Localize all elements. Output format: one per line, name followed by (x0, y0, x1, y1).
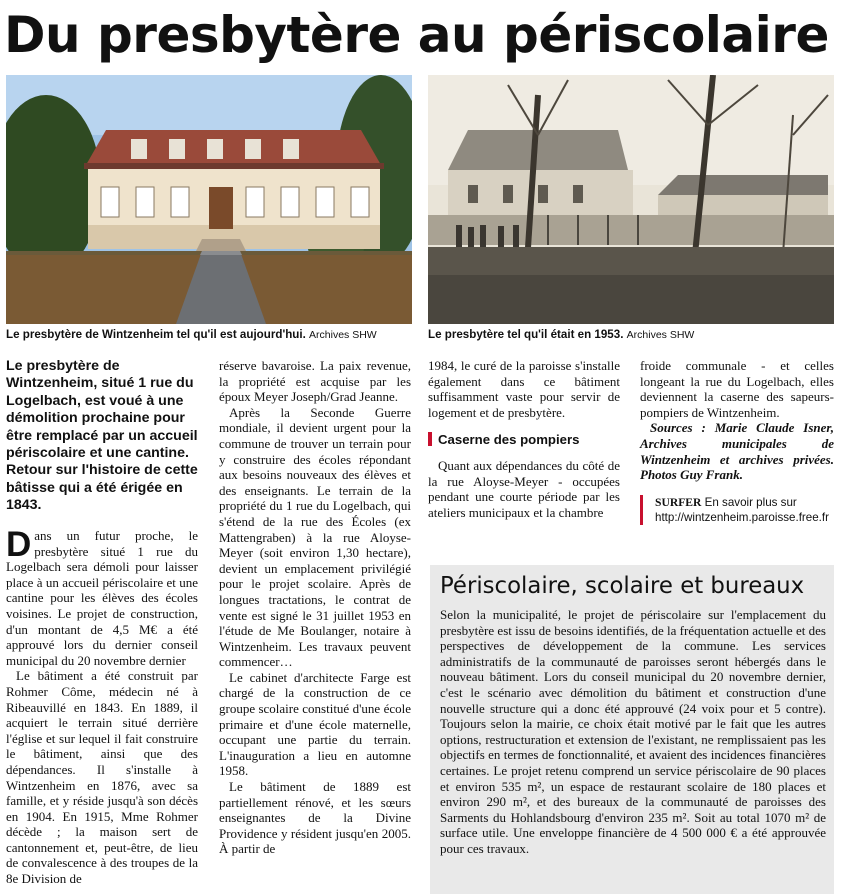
accent-bar (428, 432, 432, 446)
caption-text: Le presbytère de Wintzenheim tel qu'il est aujourd'hui. (6, 328, 306, 341)
subheading (428, 432, 620, 448)
caption-credit: Archives SHW (626, 329, 695, 341)
sources-credit: Sources : Marie Claude Isner, Archives municipales de Wintzenheim et archives privées. Photos Guy Frank. (640, 420, 834, 483)
sidebar-box (430, 565, 834, 894)
paragraph: Quant aux dépendances du côté de la rue Aloyse-Meyer - occupées pendant une courte période par les ateliers municipaux et la chambre (428, 457, 620, 520)
paragraph: froide communale - et celles longeant la rue du Logelbach, elles deviennent la caserne des sapeurs-pompiers de Wintzenheim. (640, 358, 834, 420)
article-column-2 (219, 358, 411, 857)
box-title: Périscolaire, scolaire et bureaux (440, 573, 805, 599)
lead-paragraph: Le presbytère de Wintzenheim, situé 1 rue du Logelbach, est voué à une démolition prochaine pour être remplacé par un accueil périscolaire et une cantine. Retour sur l'histoire de cette bâtisse qui a été érigée en 1843. (6, 358, 198, 514)
photo-caption-right (428, 328, 694, 341)
caption-text: Le presbytère tel qu'il était en 1953. (428, 328, 624, 341)
headline: Du presbytère au périscolaire (4, 6, 829, 64)
photo-caption-left (6, 328, 377, 341)
box-text (440, 607, 826, 857)
surfer-link[interactable]: En savoir plus sur http://wintzenheim.paroisse.free.fr (655, 495, 829, 524)
paragraph: Le bâtiment de 1889 est partiellement rénové, et les sœurs enseignantes de la Divine Providence y résident jusqu'en 2005. À partir de (219, 779, 411, 857)
subheading-text: Caserne des pompiers (438, 432, 580, 448)
paragraph: Après la Seconde Guerre mondiale, il devient urgent pour la commune de trouver un terrain pour y construire des écoles répondant aux besoins nouveaux des élèves et des enseignants. Le terrain de la propriété du 1 rue du Logelbach, qui s'étend de la rue des Écoles (ex Mattengraben) à la rue Aloyse-Meyer (soit environ 1,30 hectare), devient un emplacement privilégié pour le projet scolaire. Après de longues tractations, le contrat de vente est signé le 31 juillet 1953 en l'étude de Me Boulanger, notaire à Wintzenheim. Les travaux peuvent commencer… (219, 404, 411, 670)
article-column-4 (640, 358, 834, 525)
article-column-1 (6, 525, 198, 887)
sepia-archive-photo (428, 75, 834, 324)
surfer-label: SURFER (655, 495, 702, 509)
drop-cap: D (6, 525, 32, 564)
paragraph: 1984, le curé de la paroisse s'installe également dans ce bâtiment suffisamment vaste pour servir de logement et de presbytère. (428, 358, 620, 420)
house-photo (6, 75, 412, 324)
article-column-3 (428, 358, 620, 520)
caption-credit: Archives SHW (309, 329, 377, 341)
paragraph: Le cabinet d'architecte Farge est chargé de la construction de ce groupe scolaire constitué d'une école primaire et d'une école maternelle, occupant une partie du terrain. L'inauguration a lieu en automne 1958. (219, 669, 411, 779)
paragraph: Le bâtiment a été construit par Rohmer Côme, médecin né à Ribeauvillé en 1843. En 1889, il acquiert le terrain situé derrière l'église et sur lequel il fait construire le bâtiment, ainsi que des dépendances. Il s'installe à Wintzenheim en 1876, avec sa famille, et y réside jusqu'à son décès en 1904. En 1915, Mme Rohmer décède ; la maison sert de cantonnement et, peut-être, de lieu de convalescence à des troupes de la 8e Division de (6, 668, 198, 887)
paragraph: réserve bavaroise. La paix revenue, la propriété est acquise par les époux Meyer Joseph/Grad Jeanne. (219, 358, 411, 405)
paragraph (6, 525, 198, 668)
paragraph-text: ans un futur proche, le presbytère situé 1 rue du Logelbach sera démoli pour laisser place à un accueil périscolaire et une cantine pour les élèves des écoles voisines. Le projet de construction, d'un montant de 4,5 M€ a été approuvé lors du dernier conseil municipal du 20 novembre dernier (6, 528, 198, 668)
paragraph: Selon la municipalité, le projet de périscolaire sur l'emplacement du presbytère est issu de besoins identifiés, de la fréquentation actuelle et des perspectives de développement de la commune. Les services administratifs de la communauté de paroisses seront hébergés dans le nouveau bâtiment. Lors du conseil municipal du 20 novembre dernier, c'est le scénario avec démolition du bâtiment et construction d'une nouvelle structure qui a donc été approuvé (24 voix pour et 5 contre). Toujours selon la mairie, ce choix était motivé par le fait que les autres options, restructuration et extension de l'existant, ne remplissaient pas les objectifs en termes de fonctionnalité, et avaient des incidences financières certaines. Le projet retenu comprend un service périscolaire de 90 places et environ 535 m², un espace de restaurant scolaire de 180 places et environ 290 m², et des bureaux de la communauté de paroisses des Sarments du Hohlandsbourg d'environ 235 m². Soit au total 1070 m² de surface utile. Une enveloppe financière de 4 500 000 € a été approuvée pour ces travaux. (440, 607, 826, 856)
surfer-link-box[interactable] (640, 495, 834, 525)
